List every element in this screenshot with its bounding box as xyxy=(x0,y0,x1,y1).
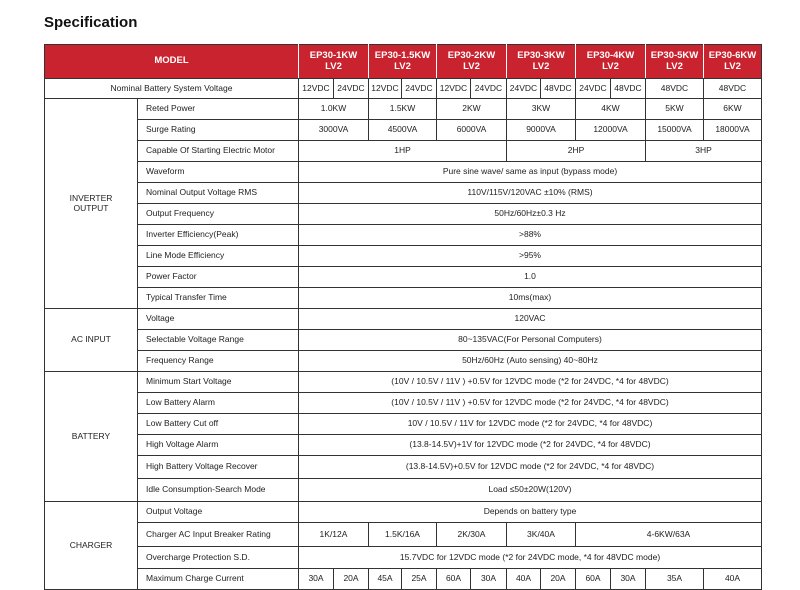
row-label: Power Factor xyxy=(138,267,299,288)
nominal-voltage-row xyxy=(45,79,762,99)
table-row xyxy=(45,456,762,479)
cell: 5KW xyxy=(646,99,704,120)
category-ac-input: AC INPUT xyxy=(45,309,138,372)
cell: 48VDC xyxy=(704,79,762,99)
cell: 45A xyxy=(369,569,402,590)
table-row xyxy=(45,435,762,456)
cell: 6000VA xyxy=(437,120,507,141)
cell: 3KW xyxy=(507,99,576,120)
cell: 60A xyxy=(576,569,611,590)
row-label: High Voltage Alarm xyxy=(138,435,299,456)
cell: 3K/40A xyxy=(507,523,576,547)
model-name: EP30-1.5KW LV2 xyxy=(369,45,437,79)
cell: 25A xyxy=(402,569,437,590)
model-name: EP30-5KW LV2 xyxy=(646,45,704,79)
page-title: Specification xyxy=(44,14,138,31)
row-label: Low Battery Alarm xyxy=(138,393,299,414)
model-name: EP30-3KW LV2 xyxy=(507,45,576,79)
row-label: Selectable Voltage Range xyxy=(138,330,299,351)
cell: >95% xyxy=(299,246,762,267)
cell: 12VDC xyxy=(369,79,402,99)
table-row xyxy=(45,120,762,141)
cell: 18000VA xyxy=(704,120,762,141)
table-row xyxy=(45,414,762,435)
cell: 110V/115V/120VAC ±10% (RMS) xyxy=(299,183,762,204)
cell: 12000VA xyxy=(576,120,646,141)
category-charger: CHARGER xyxy=(45,502,138,590)
cell: 24VDC xyxy=(507,79,541,99)
table-row xyxy=(45,246,762,267)
cell: 30A xyxy=(471,569,507,590)
cell: 4500VA xyxy=(369,120,437,141)
cell: 24VDC xyxy=(402,79,437,99)
cell: 40A xyxy=(704,569,762,590)
cell: (13.8-14.5V)+0.5V for 12VDC mode (*2 for 24VDC, *4 for 48VDC) xyxy=(299,456,762,479)
cell: Pure sine wave/ same as input (bypass mode) xyxy=(299,162,762,183)
cell: 3HP xyxy=(646,141,762,162)
table-row xyxy=(45,547,762,569)
model-name: EP30-4KW LV2 xyxy=(576,45,646,79)
row-label: Nominal Output Voltage RMS xyxy=(138,183,299,204)
cell: 4-6KW/63A xyxy=(576,523,762,547)
cell: 60A xyxy=(437,569,471,590)
cell: 40A xyxy=(507,569,541,590)
cell: 15.7VDC for 12VDC mode (*2 for 24VDC mode, *4 for 48VDC mode) xyxy=(299,547,762,569)
cell: 1K/12A xyxy=(299,523,369,547)
row-label: High Battery Voltage Recover xyxy=(138,456,299,479)
row-label: Overcharge Protection S.D. xyxy=(138,547,299,569)
cell: 2K/30A xyxy=(437,523,507,547)
table-row xyxy=(45,502,762,523)
table-row xyxy=(45,288,762,309)
row-label: Typical Transfer Time xyxy=(138,288,299,309)
cell: 1.0KW xyxy=(299,99,369,120)
table-row xyxy=(45,372,762,393)
cell: 24VDC xyxy=(334,79,369,99)
table-row xyxy=(45,309,762,330)
cell: 24VDC xyxy=(471,79,507,99)
category-battery: BATTERY xyxy=(45,372,138,502)
row-label: Output Frequency xyxy=(138,204,299,225)
cell: 24VDC xyxy=(576,79,611,99)
table-row xyxy=(45,569,762,590)
row-label: Reted Power xyxy=(138,99,299,120)
cell: 12VDC xyxy=(299,79,334,99)
cell: 48VDC xyxy=(611,79,646,99)
row-label: Surge Rating xyxy=(138,120,299,141)
row-label: Charger AC Input Breaker Rating xyxy=(138,523,299,547)
cell: 48VDC xyxy=(646,79,704,99)
table-row xyxy=(45,183,762,204)
row-label: Voltage xyxy=(138,309,299,330)
cell: 80~135VAC(For Personal Computers) xyxy=(299,330,762,351)
table-row xyxy=(45,351,762,372)
cell: 30A xyxy=(611,569,646,590)
model-name: EP30-2KW LV2 xyxy=(437,45,507,79)
cell: Depends on battery type xyxy=(299,502,762,523)
table-row xyxy=(45,393,762,414)
table-row xyxy=(45,225,762,246)
cell: (13.8-14.5V)+1V for 12VDC mode (*2 for 24VDC, *4 for 48VDC) xyxy=(299,435,762,456)
cell: (10V / 10.5V / 11V ) +0.5V for 12VDC mode (*2 for 24VDC, *4 for 48VDC) xyxy=(299,372,762,393)
cell: 9000VA xyxy=(507,120,576,141)
category-inverter-output: INVERTER OUTPUT xyxy=(45,99,138,309)
cell: 1HP xyxy=(299,141,507,162)
cell: 1.0 xyxy=(299,267,762,288)
cell: 120VAC xyxy=(299,309,762,330)
row-label: Capable Of Starting Electric Motor xyxy=(138,141,299,162)
cell: 35A xyxy=(646,569,704,590)
cell: 2HP xyxy=(507,141,646,162)
cell: 1.5K/16A xyxy=(369,523,437,547)
table-row xyxy=(45,99,762,120)
cell: 20A xyxy=(541,569,576,590)
row-label: Low Battery Cut off xyxy=(138,414,299,435)
cell: 10ms(max) xyxy=(299,288,762,309)
header-row xyxy=(45,45,762,79)
row-label: Idle Consumption-Search Mode xyxy=(138,479,299,502)
cell: >88% xyxy=(299,225,762,246)
model-name: EP30-1KW LV2 xyxy=(299,45,369,79)
table-row xyxy=(45,162,762,183)
specification-table xyxy=(44,44,762,590)
nominal-voltage-label: Nominal Battery System Voltage xyxy=(45,79,299,99)
cell: 12VDC xyxy=(437,79,471,99)
row-label: Inverter Efficiency(Peak) xyxy=(138,225,299,246)
cell: 10V / 10.5V / 11V for 12VDC mode (*2 for 24VDC, *4 for 48VDC) xyxy=(299,414,762,435)
cell: 50Hz/60Hz (Auto sensing) 40~80Hz xyxy=(299,351,762,372)
cell: 30A xyxy=(299,569,334,590)
cell: 3000VA xyxy=(299,120,369,141)
cell: 15000VA xyxy=(646,120,704,141)
model-header: MODEL xyxy=(45,45,299,79)
cell: 48VDC xyxy=(541,79,576,99)
table-row xyxy=(45,141,762,162)
cell: Load ≤50±20W(120V) xyxy=(299,479,762,502)
cell: 50Hz/60Hz±0.3 Hz xyxy=(299,204,762,225)
table-row xyxy=(45,330,762,351)
table-row xyxy=(45,523,762,547)
cell: 6KW xyxy=(704,99,762,120)
cell: 1.5KW xyxy=(369,99,437,120)
cell: (10V / 10.5V / 11V ) +0.5V for 12VDC mode (*2 for 24VDC, *4 for 48VDC) xyxy=(299,393,762,414)
cell: 20A xyxy=(334,569,369,590)
row-label: Waveform xyxy=(138,162,299,183)
row-label: Line Mode Efficiency xyxy=(138,246,299,267)
row-label: Output Voltage xyxy=(138,502,299,523)
table-row xyxy=(45,267,762,288)
row-label: Minimum Start Voltage xyxy=(138,372,299,393)
row-label: Maximum Charge Current xyxy=(138,569,299,590)
cell: 2KW xyxy=(437,99,507,120)
cell: 4KW xyxy=(576,99,646,120)
model-name: EP30-6KW LV2 xyxy=(704,45,762,79)
row-label: Frequency Range xyxy=(138,351,299,372)
table-row xyxy=(45,204,762,225)
table-row xyxy=(45,479,762,502)
